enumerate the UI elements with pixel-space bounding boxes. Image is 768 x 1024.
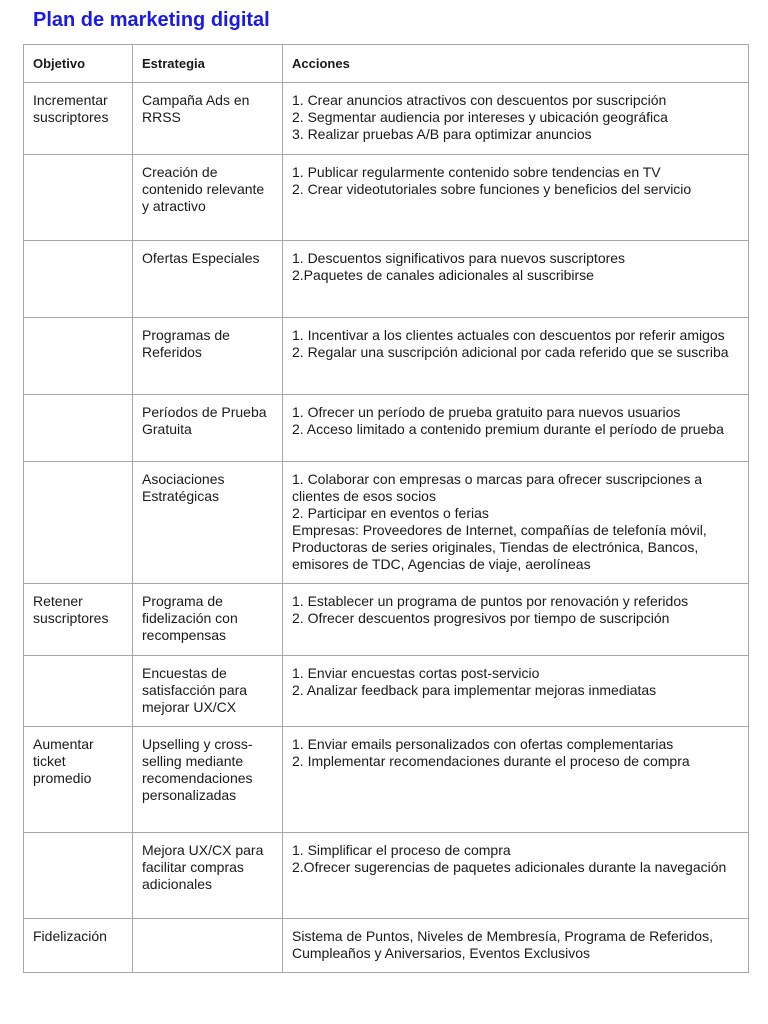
table-row — [24, 241, 749, 318]
cell-objetivo — [24, 833, 133, 919]
action-item: 1. Ofrecer un período de prueba gratuito para nuevos usuarios — [292, 404, 681, 420]
cell-acciones — [283, 833, 749, 919]
cell-objetivo — [24, 241, 133, 318]
cell-acciones — [283, 462, 749, 584]
marketing-plan-table — [23, 44, 749, 973]
action-item: 2. Ofrecer descuentos progresivos por tiempo de suscripción — [292, 610, 670, 626]
action-item: 1. Incentivar a los clientes actuales con descuentos por referir amigos — [292, 327, 725, 343]
action-item: 2. Regalar una suscripción adicional por cada referido que se suscriba — [292, 344, 729, 360]
table-row — [24, 318, 749, 395]
cell-acciones — [283, 155, 749, 241]
page-title: Plan de marketing digital — [33, 9, 270, 31]
table-row — [24, 833, 749, 919]
cell-estrategia: Períodos de Prueba Gratuita — [133, 395, 283, 462]
action-item: 3. Realizar pruebas A/B para optimizar anuncios — [292, 126, 592, 142]
cell-estrategia: Programas de Referidos — [133, 318, 283, 395]
table-row — [24, 155, 749, 241]
cell-estrategia: Creación de contenido relevante y atractivo — [133, 155, 283, 241]
cell-estrategia: Ofertas Especiales — [133, 241, 283, 318]
cell-acciones — [283, 318, 749, 395]
cell-estrategia: Mejora UX/CX para facilitar compras adicionales — [133, 833, 283, 919]
cell-acciones — [283, 584, 749, 656]
table-row — [24, 83, 749, 155]
header-estrategia: Estrategia — [133, 45, 283, 83]
cell-estrategia: Programa de fidelización con recompensas — [133, 584, 283, 656]
table-row — [24, 919, 749, 973]
action-item: 1. Crear anuncios atractivos con descuentos por suscripción — [292, 92, 667, 108]
cell-objetivo — [24, 656, 133, 727]
action-item: 2. Segmentar audiencia por intereses y ubicación geográfica — [292, 109, 668, 125]
cell-acciones — [283, 241, 749, 318]
cell-estrategia: Asociaciones Estratégicas — [133, 462, 283, 584]
action-item: 1. Colaborar con empresas o marcas para ofrecer suscripciones a clientes de esos socios — [292, 471, 703, 504]
cell-objetivo: Incrementar suscriptores — [24, 83, 133, 155]
table-header-row — [24, 45, 749, 83]
table-row — [24, 656, 749, 727]
action-item: 1. Simplificar el proceso de compra — [292, 842, 511, 858]
cell-acciones — [283, 83, 749, 155]
action-item: Empresas: Proveedores de Internet, compañías de telefonía móvil, Productoras de series originales, Tiendas de electrónica, Bancos, emisores de TDC, Agencias de viaje, aerolíneas — [292, 522, 707, 572]
action-item: 2. Implementar recomendaciones durante el proceso de compra — [292, 753, 690, 769]
header-acciones: Acciones — [283, 45, 749, 83]
cell-acciones — [283, 395, 749, 462]
cell-objetivo — [24, 462, 133, 584]
action-item: Sistema de Puntos, Niveles de Membresía, Programa de Referidos, Cumpleaños y Aniversarios, Eventos Exclusivos — [292, 928, 713, 961]
action-item: 2.Ofrecer sugerencias de paquetes adicionales durante la navegación — [292, 859, 727, 875]
action-item: 1. Enviar emails personalizados con ofertas complementarias — [292, 736, 674, 752]
action-item: 1. Publicar regularmente contenido sobre tendencias en TV — [292, 164, 661, 180]
action-item: 2. Participar en eventos o ferias — [292, 505, 489, 521]
cell-estrategia — [133, 919, 283, 973]
cell-objetivo — [24, 155, 133, 241]
cell-objetivo — [24, 318, 133, 395]
table-row — [24, 462, 749, 584]
cell-acciones — [283, 727, 749, 833]
header-objetivo: Objetivo — [24, 45, 133, 83]
action-item: 1. Enviar encuestas cortas post-servicio — [292, 665, 540, 681]
action-item: 2.Paquetes de canales adicionales al suscribirse — [292, 267, 594, 283]
table-row — [24, 395, 749, 462]
cell-acciones — [283, 656, 749, 727]
cell-objetivo: Retener suscriptores — [24, 584, 133, 656]
table-row — [24, 727, 749, 833]
cell-objetivo: Aumentar ticket promedio — [24, 727, 133, 833]
action-item: 1. Descuentos significativos para nuevos suscriptores — [292, 250, 626, 266]
cell-estrategia: Encuestas de satisfacción para mejorar UX/CX — [133, 656, 283, 727]
table-row — [24, 584, 749, 656]
cell-objetivo: Fidelización — [24, 919, 133, 973]
cell-estrategia: Campaña Ads en RRSS — [133, 83, 283, 155]
cell-acciones — [283, 919, 749, 973]
action-item: 2. Acceso limitado a contenido premium durante el período de prueba — [292, 421, 724, 437]
action-item: 2. Crear videotutoriales sobre funciones y beneficios del servicio — [292, 181, 692, 197]
cell-objetivo — [24, 395, 133, 462]
action-item: 1. Establecer un programa de puntos por renovación y referidos — [292, 593, 689, 609]
cell-estrategia: Upselling y cross-selling mediante recomendaciones personalizadas — [133, 727, 283, 833]
action-item: 2. Analizar feedback para implementar mejoras inmediatas — [292, 682, 657, 698]
